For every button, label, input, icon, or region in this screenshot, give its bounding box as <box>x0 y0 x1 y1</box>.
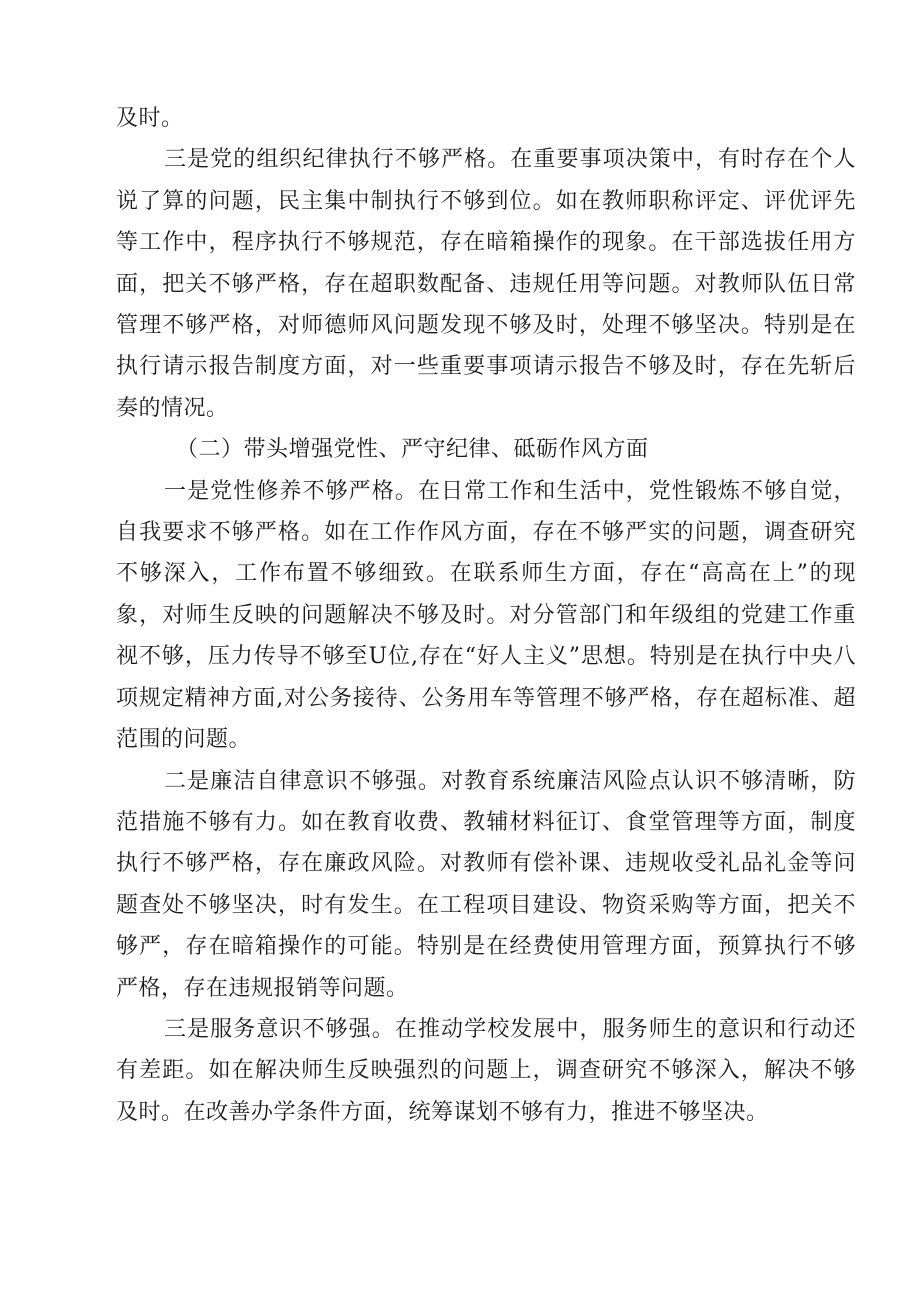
paragraph-party-cultivation: 一是党性修养不够严格。在日常工作和生活中，党性锻炼不够自觉，自我要求不够严格。如在工作作风方面，存在不够严实的问题，调查研究不够深入，工作布置不够细致。在联系师生方面，存在“高高在上”的现象，对师生反映的问题解决不够及时。对分管部门和年级组的党建工作重视不够，压力传导不够至U位,存在“好人主义”思想。特别是在执行中央八项规定精神方面,对公务接待、公务用车等管理不够严格，存在超标准、超范围的问题。 <box>116 478 856 753</box>
document-body <box>116 98 856 1133</box>
paragraph-continuation: 及时。 <box>116 106 184 131</box>
paragraph-integrity-self-discipline: 二是廉洁自律意识不够强。对教育系统廉洁风险点认识不够清晰，防范措施不够有力。如在教育收费、教辅材料征订、食堂管理等方面，制度执行不够严格，存在廉政风险。对教师有偿补课、违规收受礼品礼金等问题查处不够坚决，时有发生。在工程项目建设、物资采购等方面，把关不够严，存在暗箱操作的可能。特别是在经费使用管理方面，预算执行不够严格，存在违规报销等问题。 <box>116 768 856 1001</box>
paragraph-organizational-discipline: 三是党的组织纪律执行不够严格。在重要事项决策中，有时存在个人说了算的问题，民主集中制执行不够到位。如在教师职称评定、评优评先等工作中，程序执行不够规范，存在暗箱操作的现象。在干部选拔任用方面，把关不够严格，存在超职数配备、违规任用等问题。对教师队伍日常管理不够严格，对师德师风问题发现不够及时，处理不够坚决。特别是在执行请示报告制度方面，对一些重要事项请示报告不够及时，存在先斩后奏的情况。 <box>116 147 856 421</box>
section-heading: （二）带头增强党性、严守纪律、砥砺作风方面 <box>176 437 649 463</box>
paragraph-service-awareness: 三是服务意识不够强。在推动学校发展中，服务师生的意识和行动还有差距。如在解决师生反映强烈的问题上，调查研究不够深入，解决不够及时。在改善办学条件方面，统筹谋划不够有力，推进不够坚决。 <box>116 1016 856 1125</box>
